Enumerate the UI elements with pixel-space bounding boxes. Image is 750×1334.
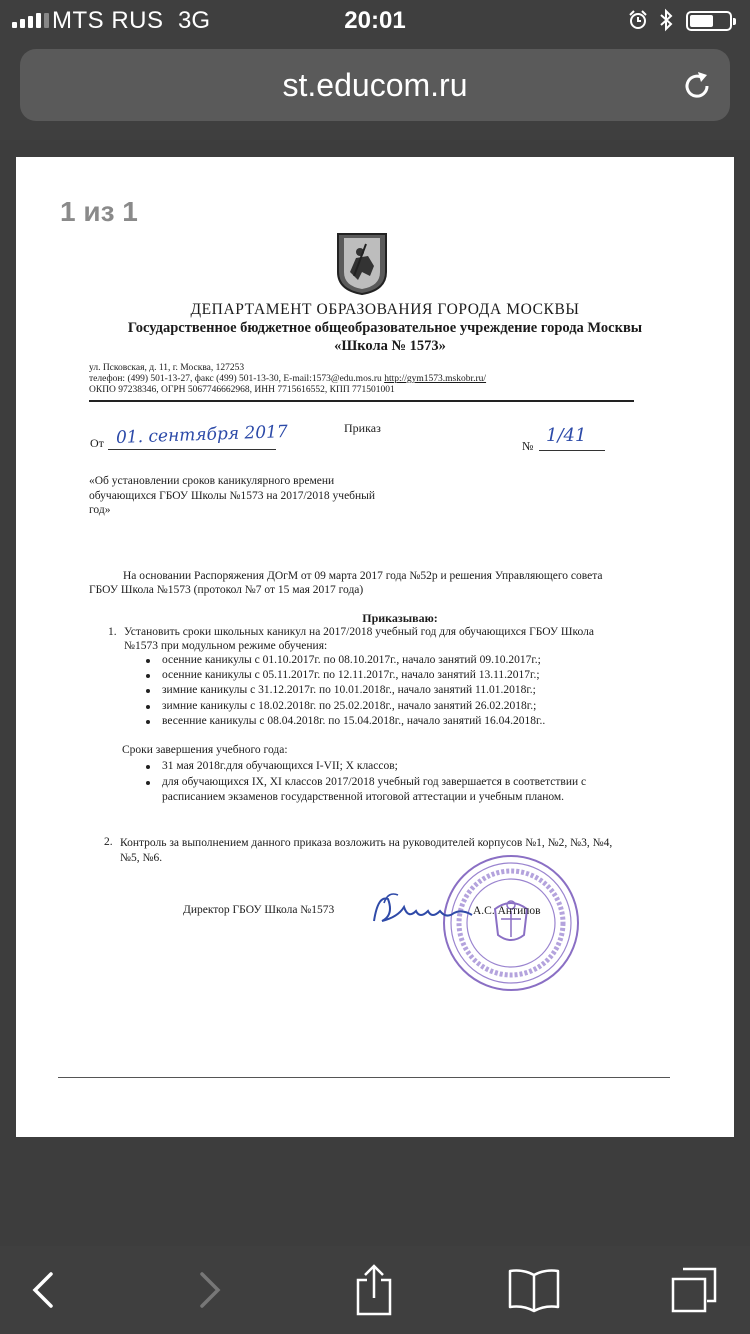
- date-label: От: [90, 436, 104, 450]
- order-title: Приказ: [344, 421, 381, 435]
- holiday-item: весенние каникулы с 08.04.2018г. по 15.04.2018г., начало занятий 16.04.2018г..: [142, 714, 622, 729]
- handwritten-date: 01. сентября 2017: [115, 422, 289, 448]
- signer-title: Директор ГБОУ Школа №1573: [183, 904, 335, 916]
- school-address: ул. Псковская, д. 11, г. Москва, 127253: [89, 363, 245, 373]
- share-icon[interactable]: [354, 1264, 394, 1316]
- alarm-icon: [628, 10, 648, 30]
- year-end-item: 31 мая 2018г.для обучающихся I-VII; X классов;: [142, 759, 622, 775]
- bluetooth-icon: [658, 8, 674, 32]
- department-header: ДЕПАРТАМЕНТ ОБРАЗОВАНИЯ ГОРОДА МОСКВЫ: [190, 301, 580, 318]
- holiday-list: [142, 653, 622, 729]
- contacts-text: телефон: (499) 501-13-27, факс (499) 501-13-30, E-mail:1573@edu.mos.ru: [89, 374, 385, 384]
- year-end-list: [142, 759, 622, 806]
- network-type: 3G: [178, 7, 211, 34]
- url-text[interactable]: st.educom.ru: [282, 67, 468, 103]
- carrier-name: MTS RUS: [52, 7, 164, 34]
- back-button[interactable]: [3, 1246, 83, 1334]
- item-1-number: 1.: [108, 626, 117, 638]
- moscow-coat-of-arms-icon: [336, 232, 388, 296]
- forward-button[interactable]: [170, 1246, 250, 1334]
- browser-top-bar: [0, 40, 750, 140]
- order-number-label: №: [522, 439, 534, 453]
- item-2-number: 2.: [104, 836, 113, 848]
- bookmarks-button[interactable]: [494, 1246, 574, 1334]
- web-viewport[interactable]: [0, 140, 750, 1246]
- pdf-page: [16, 157, 734, 1137]
- year-end-item: для обучающихся IX, XI классов 2017/2018 учебный год завершается в соответствии с расписанием экзаменов государственной итоговой аттестации и учебным планом.: [142, 775, 622, 806]
- holiday-item: зимние каникулы с 31.12.2017г. по 10.01.2018г., начало занятий 11.01.2018г.;: [142, 683, 622, 698]
- school-registry-codes: ОКПО 97238346, ОГРН 5067746662968, ИНН 7715616552, КПП 771501001: [89, 385, 395, 395]
- order-subject: «Об установлении сроков каникулярного времени обучающихся ГБОУ Школы №1573 на 2017/2018 учебный год»: [89, 475, 376, 516]
- signer-name: А.С. Антипов: [473, 905, 541, 917]
- order-document: [16, 157, 734, 1137]
- holiday-item: осенние каникулы с 01.10.2017г. по 08.10.2017г., начало занятий 09.10.2017г.;: [142, 653, 622, 668]
- battery-icon: [686, 11, 732, 31]
- order-number-underline: [539, 450, 605, 451]
- school-name: «Школа № 1573»: [334, 338, 446, 354]
- page-bottom-rule: [58, 1077, 670, 1078]
- decree-heading: Приказываю:: [362, 611, 438, 625]
- item-1-text: Установить сроки школьных каникул на 2017/2018 учебный год для обучающихся ГБОУ Школа №1573 при модульном режиме обучения:: [124, 626, 594, 652]
- school-contacts: [89, 374, 486, 385]
- status-time: 20:01: [344, 7, 406, 34]
- school-website-link[interactable]: http://gym1573.mskobr.ru/: [384, 374, 487, 384]
- item-2-text: Контроль за выполнением данного приказа возложить на руководителей корпусов №1, №2, №3, №4, №5, №6.: [120, 837, 613, 864]
- director-signature: [368, 885, 478, 935]
- status-bar: [0, 0, 750, 40]
- browser-toolbar: [0, 1246, 750, 1334]
- page-counter: 1 из 1: [60, 196, 138, 227]
- holiday-item: зимние каникулы с 18.02.2018г. по 25.02.2018г., начало занятий 26.02.2018г.;: [142, 699, 622, 714]
- address-bar[interactable]: [20, 49, 730, 121]
- tabs-icon[interactable]: [669, 1265, 719, 1315]
- date-underline: [108, 449, 276, 450]
- order-basis: На основании Распоряжения ДОгМ от 09 марта 2017 года №52р и решения Управляющего совета ГБОУ Школа №1573 (протокол №7 от 15 мая 2017 года): [89, 570, 603, 596]
- back-icon[interactable]: [31, 1270, 55, 1310]
- forward-icon[interactable]: [198, 1270, 222, 1310]
- year-end-heading: Сроки завершения учебного года:: [122, 744, 288, 756]
- bookmarks-icon[interactable]: [507, 1267, 561, 1313]
- share-button[interactable]: [334, 1246, 414, 1334]
- header-divider: [89, 400, 634, 402]
- institution-name: Государственное бюджетное общеобразовательное учреждение города Москвы: [127, 320, 643, 336]
- handwritten-order-number: 1/41: [546, 425, 587, 446]
- reload-icon[interactable]: [680, 69, 714, 103]
- holiday-item: осенние каникулы с 05.11.2017г. по 12.11.2017г., начало занятий 13.11.2017г.;: [142, 668, 622, 683]
- tabs-button[interactable]: [654, 1246, 734, 1334]
